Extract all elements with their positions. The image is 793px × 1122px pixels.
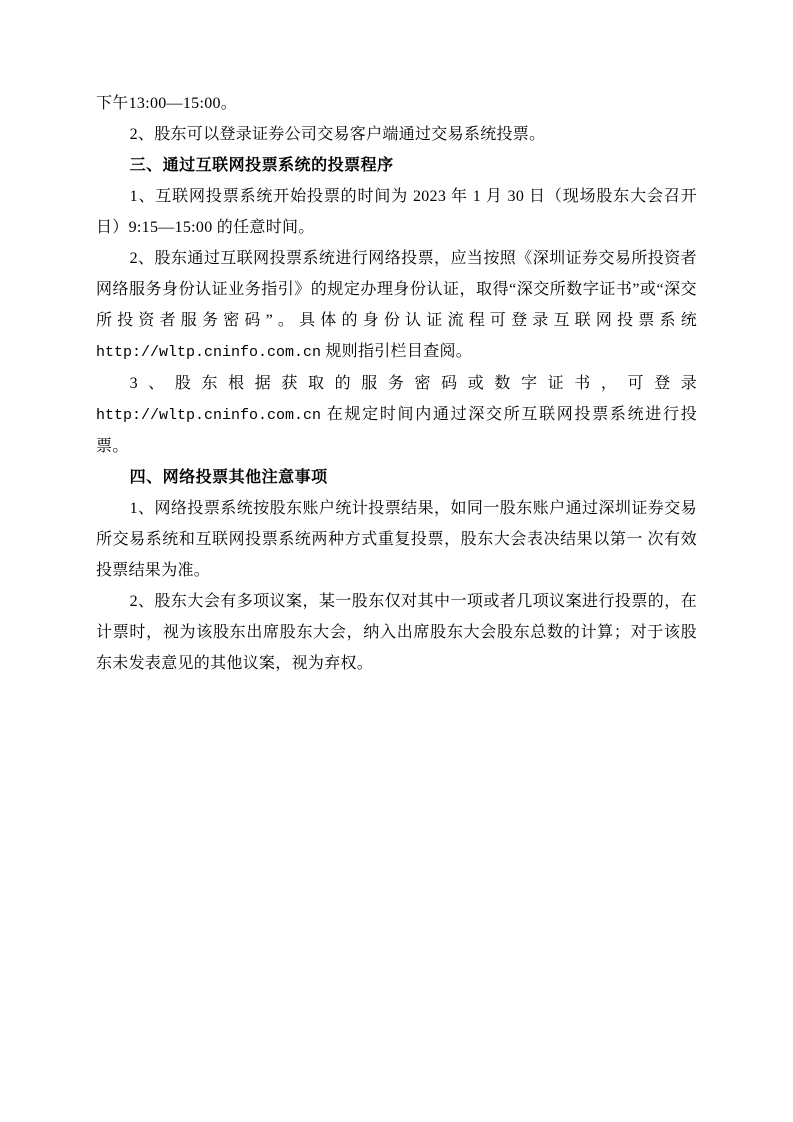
paragraph: 2、股东可以登录证券公司交易客户端通过交易系统投票。 bbox=[129, 126, 546, 143]
section-heading-4: 四、网络投票其他注意事项 bbox=[129, 469, 328, 486]
section-heading-3: 三、通过互联网投票系统的投票程序 bbox=[129, 157, 394, 174]
paragraph: 1、互联网投票系统开始投票的时间为 2023 年 1 月 30 日（现场股东大会召开日）9:15—15:00 的任意时间。 bbox=[96, 188, 697, 236]
document-content bbox=[96, 88, 697, 679]
paragraph: 1、网络投票系统按股东账户统计投票结果，如同一股东账户通过深圳证券交易所交易系统和互联网投票系统两种方式重复投票，股东大会表决结果以第一 次有效投票结果为准。 bbox=[96, 500, 697, 579]
paragraph: 2、股东大会有多项议案，某一股东仅对其中一项或者几项议案进行投票的，在计票时，视为该股东出席股东大会，纳入出席股东大会股东总数的计算；对于该股东未发表意见的其他议案，视为弃权。 bbox=[96, 593, 697, 672]
url-text: http://wltp.cninfo.com.cn bbox=[96, 344, 322, 361]
paragraph-continuation: 下午13:00—15:00。 bbox=[96, 95, 238, 112]
url-text: http://wltp.cninfo.com.cn bbox=[96, 407, 322, 424]
paragraph: 3、股东根据获取的服务密码或数字证书，可登录 http://wltp.cninfo.com.cn 在规定时间内通过深交所互联网投票系统进行投票。 bbox=[96, 375, 697, 455]
paragraph: 2、股东通过互联网投票系统进行网络投票，应当按照《深圳证券交易所投资者网络服务身份认证业务指引》的规定办理身份认证，取得“深交所数字证书”或“深交所投资者服务密码”。具体的身份认证流程可登录互联网投票系统 http://wltp.cninfo.com.cn 规则指引栏目查阅。 bbox=[96, 250, 697, 361]
